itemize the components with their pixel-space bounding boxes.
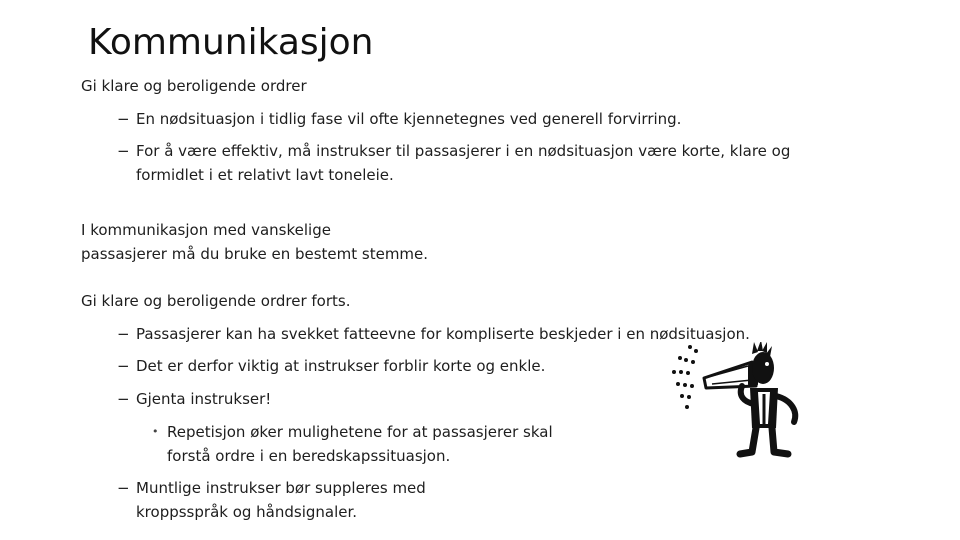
dash-bullet: − [117, 390, 130, 408]
paragraph-line: passasjerer må du bruke en bestemt stemme. [81, 245, 429, 263]
bullet-text-continued: kroppsspråk og håndsignaler. [136, 503, 358, 521]
bullet-text: Det er derfor viktig at instrukser forblir korte og enkle. [136, 357, 546, 375]
dash-bullet: − [117, 357, 130, 375]
dash-bullet: − [117, 325, 130, 343]
bullet-text: Passasjerer kan ha svekket fatteevne for kompliserte beskjeder i en nødsituasjon. [136, 325, 750, 343]
bullet-text: For å være effektiv, må instrukser til passasjerer i en nødsituasjon være korte, klare og [136, 142, 791, 160]
sub-bullet-text-continued: forstå ordre i en beredskapssituasjon. [167, 447, 451, 465]
paragraph-line: I kommunikasjon med vanskelige [81, 221, 331, 239]
bullet-text: Gjenta instrukser! [136, 390, 272, 408]
sub-bullet-text: Repetisjon øker mulighetene for at passasjerer skal [167, 423, 553, 441]
bullet-text: En nødsituasjon i tidlig fase vil ofte kjennetegnes ved generell forvirring. [136, 110, 682, 128]
slide-title: Kommunikasjon [88, 22, 374, 63]
dash-bullet: − [117, 142, 130, 160]
section2-heading: Gi klare og beroligende ordrer forts. [81, 292, 351, 310]
megaphone-figure-icon [668, 342, 808, 458]
section1-heading: Gi klare og beroligende ordrer [81, 77, 307, 95]
dot-bullet: • [152, 425, 159, 438]
sound-dots [672, 345, 698, 409]
dash-bullet: − [117, 479, 130, 497]
bullet-text: Muntlige instrukser bør suppleres med [136, 479, 426, 497]
dash-bullet: − [117, 110, 130, 128]
bullet-text-continued: formidlet i et relativt lavt toneleie. [136, 166, 394, 184]
